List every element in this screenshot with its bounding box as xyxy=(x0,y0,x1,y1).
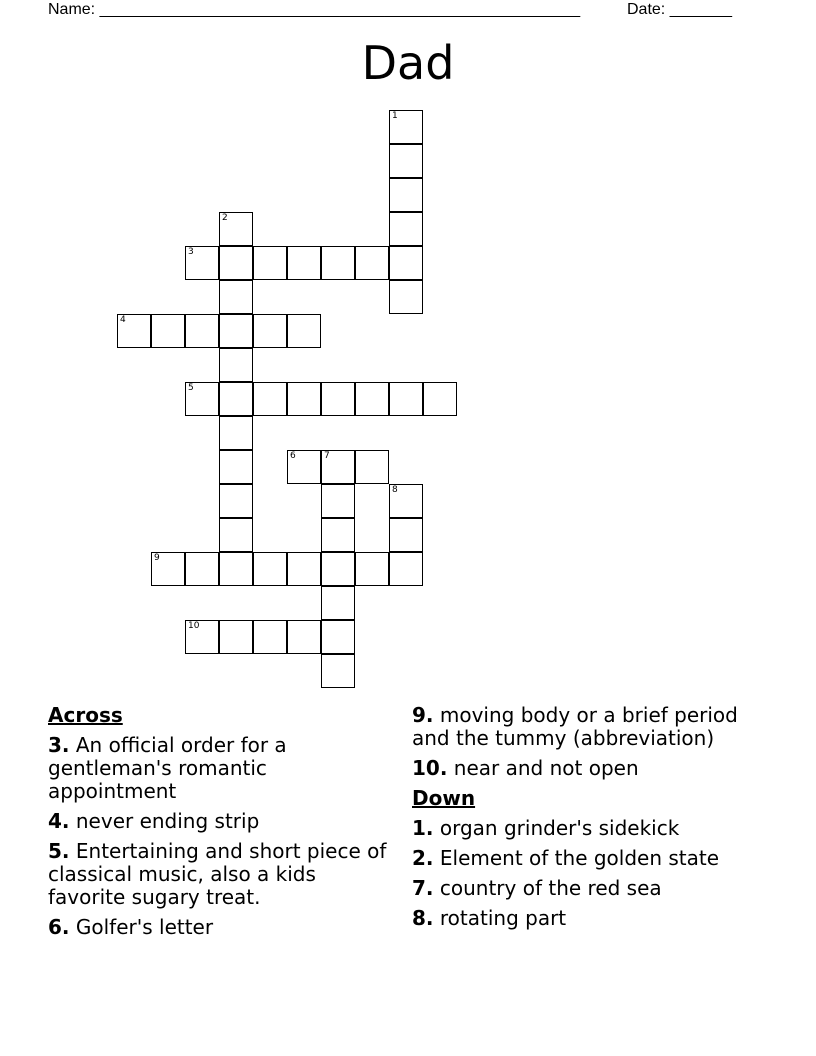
crossword-cell[interactable] xyxy=(321,552,355,586)
crossword-cell[interactable] xyxy=(321,246,355,280)
crossword-cell[interactable] xyxy=(321,586,355,620)
crossword-cell[interactable] xyxy=(321,518,355,552)
clues-column-left xyxy=(48,704,388,946)
crossword-cell[interactable] xyxy=(219,416,253,450)
clue-number: 7. xyxy=(412,876,434,900)
cell-number: 9 xyxy=(154,553,160,563)
cell-number: 5 xyxy=(188,383,194,393)
crossword-cell[interactable] xyxy=(389,552,423,586)
crossword-cell[interactable] xyxy=(219,348,253,382)
down-heading: Down xyxy=(412,786,476,810)
crossword-cell[interactable] xyxy=(287,620,321,654)
clue-number: 9. xyxy=(412,703,434,727)
clue-text: organ grinder's sidekick xyxy=(439,816,680,840)
across-clue-9 xyxy=(412,704,752,750)
cell-number: 10 xyxy=(188,621,200,631)
down-clue-7 xyxy=(412,877,752,900)
crossword-cell[interactable] xyxy=(321,382,355,416)
clue-number: 4. xyxy=(48,809,70,833)
crossword-cell[interactable] xyxy=(185,382,219,416)
crossword-cell[interactable] xyxy=(185,552,219,586)
down-clue-2 xyxy=(412,847,752,870)
date-field-label: Date: _______ xyxy=(627,1,732,18)
crossword-cell[interactable] xyxy=(185,246,219,280)
clue-number: 6. xyxy=(48,915,70,939)
cell-number: 8 xyxy=(392,485,398,495)
crossword-cell[interactable] xyxy=(321,654,355,688)
clue-text: near and not open xyxy=(453,756,639,780)
clue-number: 10. xyxy=(412,756,448,780)
clue-text: Entertaining and short piece of classical music, also a kids favorite sugary treat. xyxy=(48,839,387,909)
clue-text: rotating part xyxy=(439,906,567,930)
clue-text: Element of the golden state xyxy=(439,846,720,870)
cell-number: 3 xyxy=(188,247,194,257)
across-clue-3 xyxy=(48,734,388,803)
clues-column-right xyxy=(412,704,752,937)
crossword-cell[interactable] xyxy=(355,382,389,416)
crossword-cell[interactable] xyxy=(253,314,287,348)
clue-text: never ending strip xyxy=(75,809,260,833)
crossword-cell[interactable] xyxy=(219,450,253,484)
crossword-cell[interactable] xyxy=(389,246,423,280)
name-field-label: Name: ______________________________________________________ xyxy=(48,1,581,18)
crossword-cell[interactable] xyxy=(355,450,389,484)
down-clue-8 xyxy=(412,907,752,930)
crossword-cell[interactable] xyxy=(219,246,253,280)
crossword-cell[interactable] xyxy=(117,314,151,348)
crossword-cell[interactable] xyxy=(287,450,321,484)
clue-text: Golfer's letter xyxy=(75,915,214,939)
crossword-cell[interactable] xyxy=(219,620,253,654)
crossword-cell[interactable] xyxy=(219,382,253,416)
across-heading: Across xyxy=(48,703,123,727)
cell-number: 2 xyxy=(222,213,228,223)
crossword-cell[interactable] xyxy=(219,212,253,246)
crossword-cell[interactable] xyxy=(287,552,321,586)
crossword-cell[interactable] xyxy=(287,246,321,280)
cell-number: 1 xyxy=(392,111,398,121)
crossword-cell[interactable] xyxy=(219,518,253,552)
crossword-cell[interactable] xyxy=(287,314,321,348)
crossword-cell[interactable] xyxy=(389,280,423,314)
crossword-cell[interactable] xyxy=(185,314,219,348)
crossword-cell[interactable] xyxy=(321,620,355,654)
crossword-cell[interactable] xyxy=(389,212,423,246)
crossword-cell[interactable] xyxy=(253,552,287,586)
crossword-cell[interactable] xyxy=(321,484,355,518)
clue-text: An official order for a gentleman's romantic appointment xyxy=(48,733,287,803)
across-clue-5 xyxy=(48,840,388,909)
crossword-cell[interactable] xyxy=(355,246,389,280)
clue-text: country of the red sea xyxy=(439,876,662,900)
crossword-cell[interactable] xyxy=(253,620,287,654)
clue-number: 3. xyxy=(48,733,70,757)
crossword-cell[interactable] xyxy=(219,484,253,518)
clue-number: 8. xyxy=(412,906,434,930)
crossword-cell[interactable] xyxy=(389,144,423,178)
cell-number: 7 xyxy=(324,451,330,461)
clue-number: 1. xyxy=(412,816,434,840)
clue-number: 5. xyxy=(48,839,70,863)
page-title: Dad xyxy=(361,36,455,90)
down-clue-1 xyxy=(412,817,752,840)
crossword-cell[interactable] xyxy=(219,552,253,586)
across-clue-10 xyxy=(412,757,752,780)
clue-number: 2. xyxy=(412,846,434,870)
crossword-cell[interactable] xyxy=(287,382,321,416)
crossword-cell[interactable] xyxy=(219,280,253,314)
across-clue-4 xyxy=(48,810,388,833)
crossword-cell[interactable] xyxy=(151,314,185,348)
across-clue-6 xyxy=(48,916,388,939)
crossword-cell[interactable] xyxy=(389,110,423,144)
crossword-cell[interactable] xyxy=(321,450,355,484)
crossword-cell[interactable] xyxy=(389,178,423,212)
crossword-cell[interactable] xyxy=(423,382,457,416)
cell-number: 4 xyxy=(120,315,126,325)
crossword-cell[interactable] xyxy=(253,382,287,416)
crossword-cell[interactable] xyxy=(389,484,423,518)
cell-number: 6 xyxy=(290,451,296,461)
crossword-cell[interactable] xyxy=(185,620,219,654)
crossword-cell[interactable] xyxy=(355,552,389,586)
crossword-cell[interactable] xyxy=(219,314,253,348)
crossword-cell[interactable] xyxy=(389,382,423,416)
clue-text: moving body or a brief period and the tummy (abbreviation) xyxy=(412,703,738,750)
crossword-cell[interactable] xyxy=(253,246,287,280)
crossword-cell[interactable] xyxy=(151,552,185,586)
crossword-cell[interactable] xyxy=(389,518,423,552)
